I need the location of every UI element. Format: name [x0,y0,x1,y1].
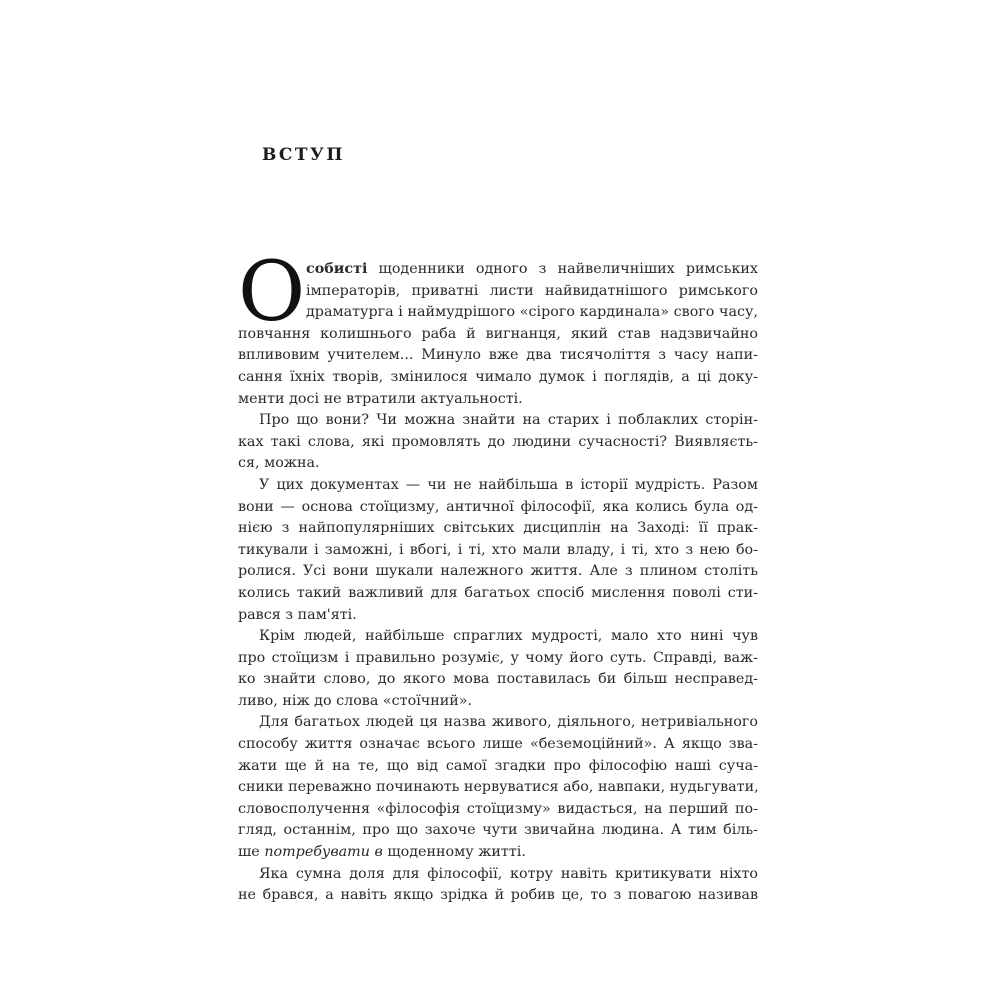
text-line: способу життя означає всього лише «беземоційний». А якщо зва- [238,736,758,753]
text-line: менти досі не втратили актуальності. [238,390,523,407]
text-line: сання їхніх творів, змінилося чимало думок і поглядів, а ці доку- [238,368,758,385]
text-line: ролися. Усі вони шукали належного життя. Але з плином століть [238,563,758,580]
text-line: колись такий важливий для багатьох спосіб мислення поволі сти- [238,584,758,601]
text-line: У цих документах — чи не найбільша в історії мудрість. Разом [259,476,758,493]
text-line: про стоїцизм і правильно розуміє, у чому його суть. Справді, важ- [238,649,758,666]
text-line: повчання колишнього раба й вигнанця, який став надзвичайно [238,325,758,342]
text-line: Про що вони? Чи можна знайти на старих і поблаклих сторін- [259,412,758,429]
text-line: жати ще й на те, що від самої згадки про філософію наші суча- [238,757,758,774]
text-line: словосполучення «філософія стоїцизму» видасться, на перший по- [238,800,758,817]
text-line: ше потребувати в щоденному житті. [238,844,526,861]
text-line: драматурга і наймудрішого «сірого кардинала» свого часу, [306,304,758,321]
text-line: Крім людей, найбільше спраглих мудрості, мало хто нині чув [259,628,758,645]
text-line: сники переважно починають нервуватися або, навпаки, нудьгувати, [238,779,759,796]
text-line: тикували і заможні, і вбогі, і ті, хто мали владу, і ті, хто з нею бо- [238,541,758,558]
text-line: нією з найпопулярніших світських дисциплін на Заході: її прак- [238,520,758,537]
text-line: Яка сумна доля для філософії, котру навіть критикувати ніхто [259,865,758,882]
chapter-heading: ВСТУП [262,145,345,165]
text-line: рався з пам'яті. [238,606,357,623]
drop-cap: О [238,245,306,340]
text-line: гляд, останнім, про що захоче чути звичайна людина. А тим біль- [238,822,758,839]
emphasis: потребувати в [264,844,383,861]
text-line: вони — основа стоїцизму, античної філософії, яка колись була од- [238,498,758,515]
first-word: собисті [306,261,368,277]
text-line: собисті щоденники одного з найвеличніших римських [306,261,758,277]
text-line: впливовим учителем... Минуло вже два тисячоліття з часу напи- [238,347,758,364]
text-line: ко знайти слово, до якого мова поставилась би більш несправед- [238,671,758,688]
body-text [238,259,758,907]
text-line: Для багатьох людей ця назва живого, діяльного, нетривіального [259,714,758,731]
text-line: ся, можна. [238,455,320,472]
text-line: не брався, а навіть якщо зрідка й робив це, то з повагою називав [238,887,758,904]
text-line: імператорів, приватні листи найвидатнішого римського [306,282,758,299]
text-line: ках такі слова, які промовлять до людини сучасності? Виявляєть- [238,433,758,450]
text-line: ливо, ніж до слова «стоїчний». [238,692,473,709]
